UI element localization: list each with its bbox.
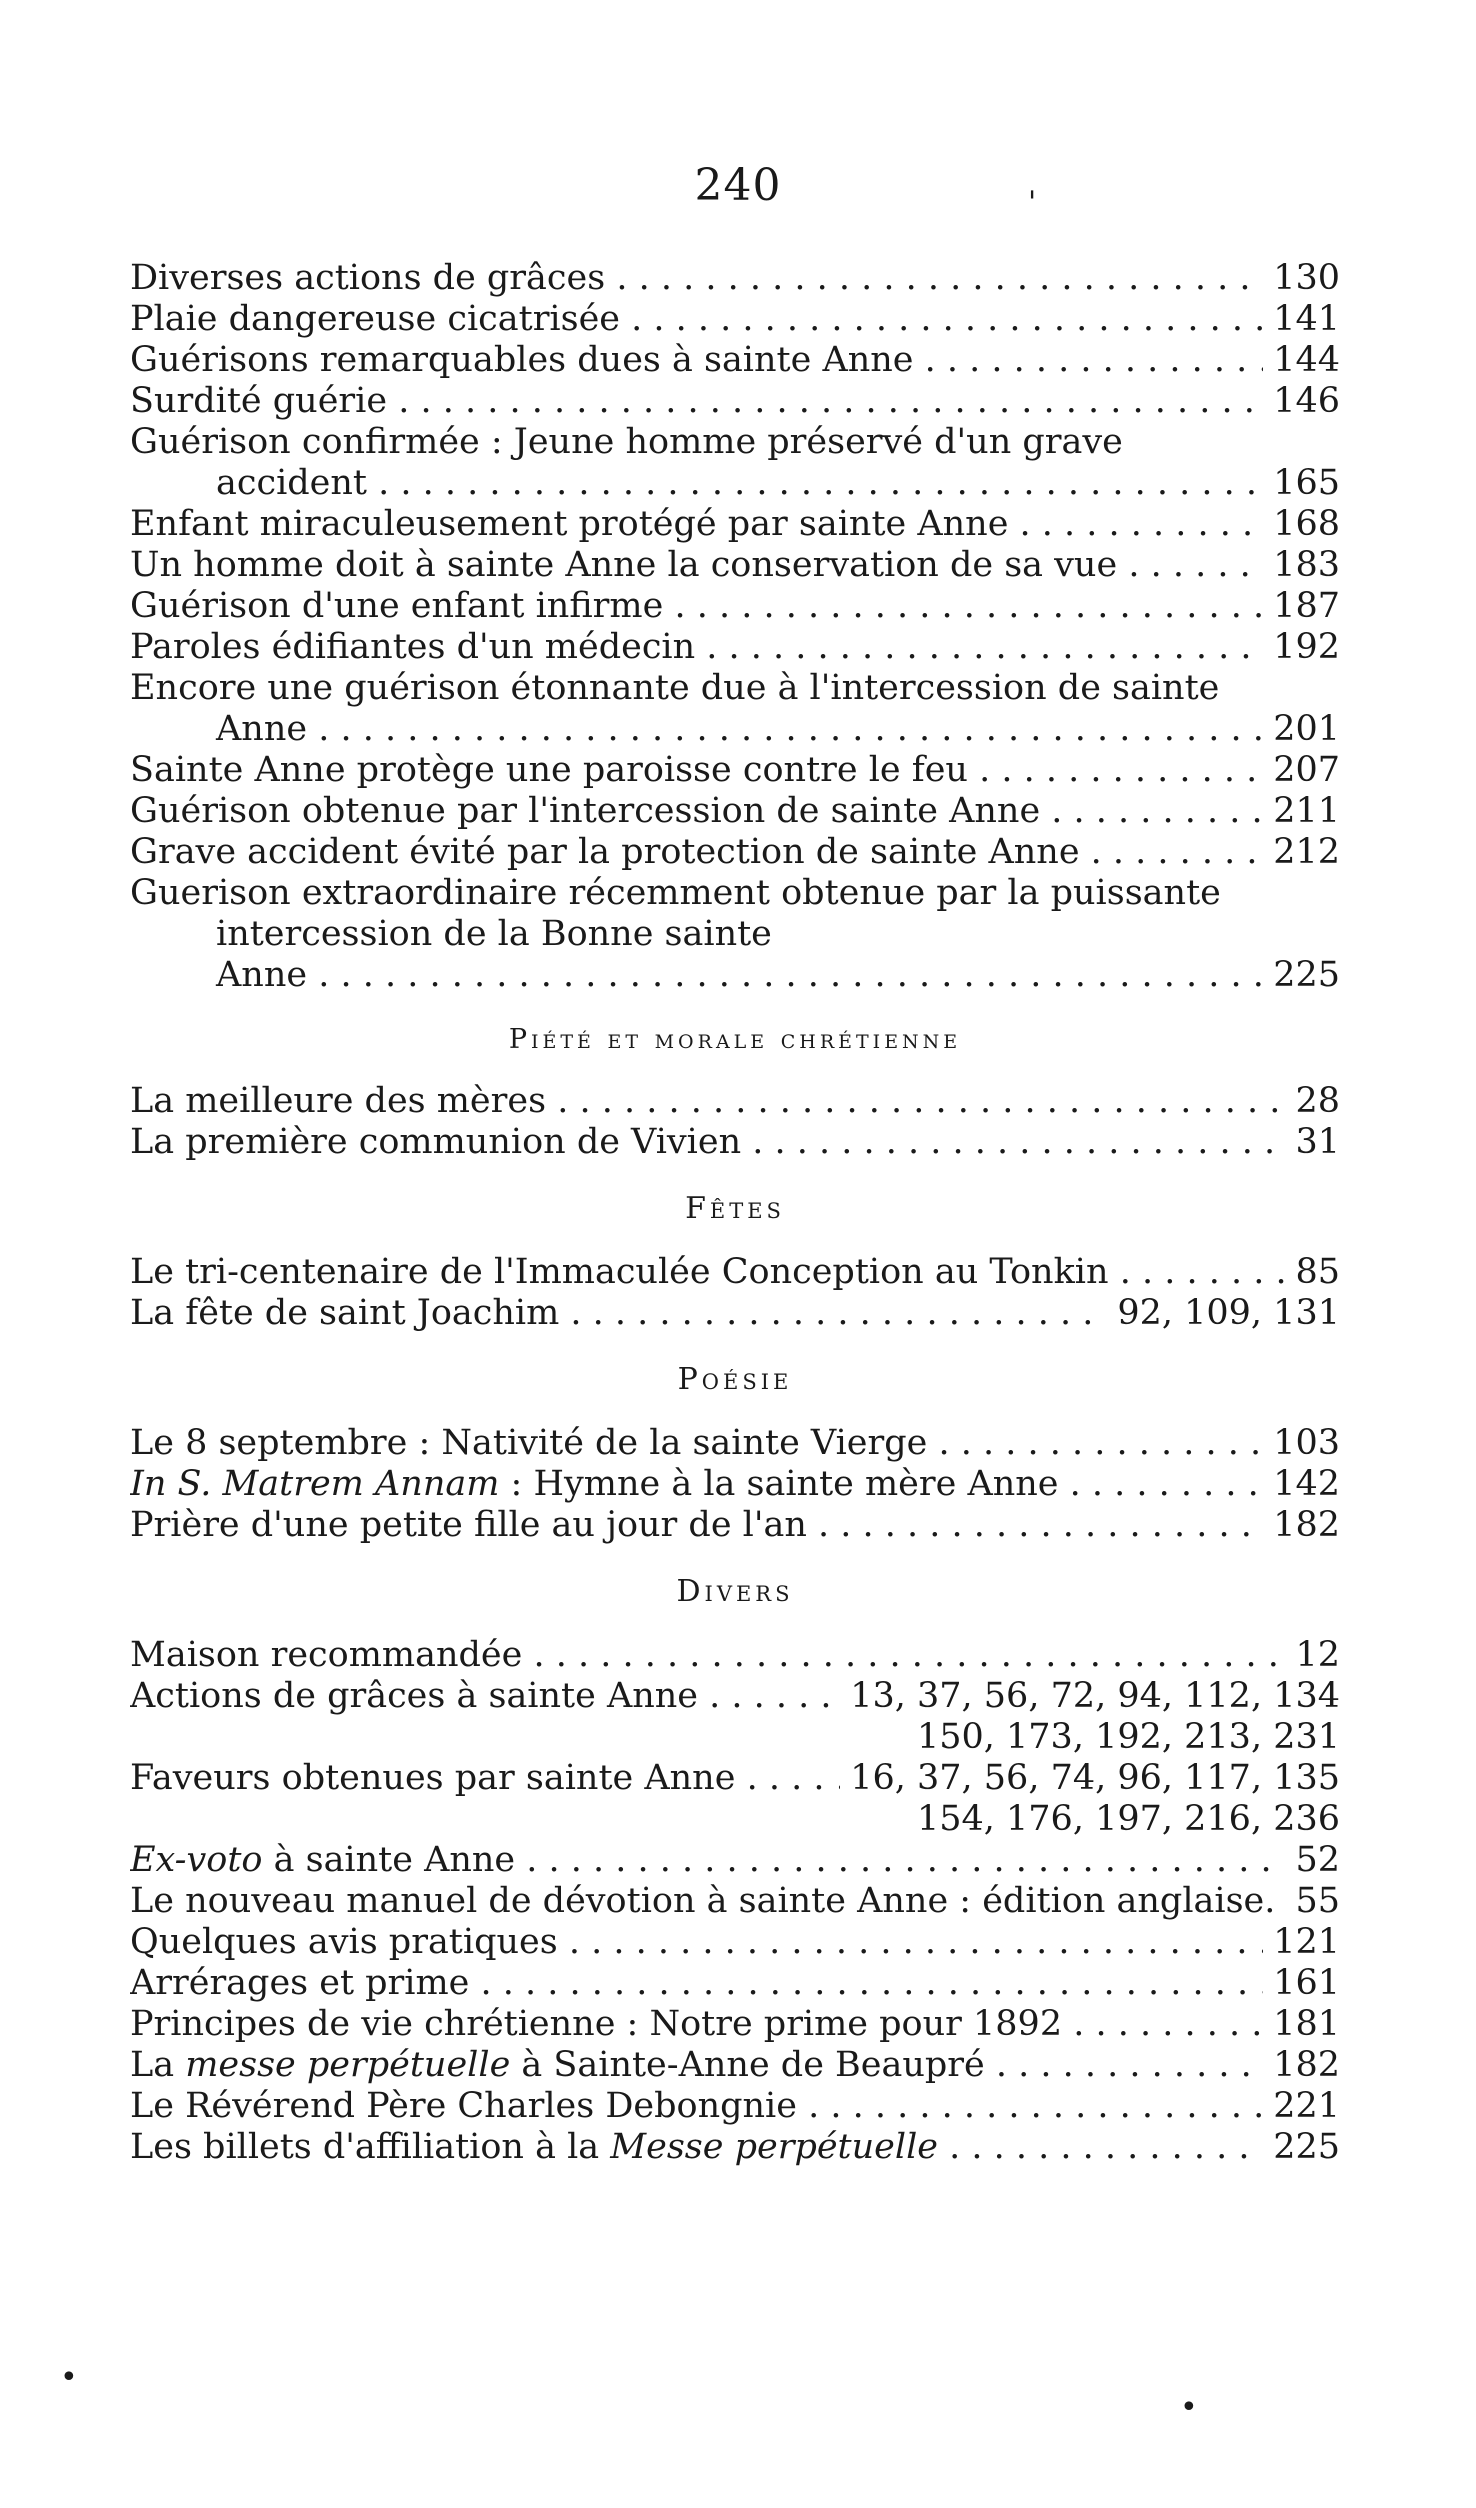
toc-entry — [130, 2045, 1340, 2086]
entry-title — [130, 2045, 1263, 2086]
entry-page: 146 — [1273, 381, 1340, 421]
entry-page: 161 — [1273, 1963, 1340, 2003]
section-heading: Piété et morale chrétienne — [508, 1024, 962, 1055]
entry-page: 187 — [1273, 586, 1340, 626]
entry-title: La meilleure des mères . . . — [130, 1081, 1285, 1122]
entry-page: 225 — [1273, 2127, 1340, 2167]
toc-entry — [130, 1758, 1340, 1799]
toc-entry — [130, 340, 1340, 381]
entry-title: Le 8 septembre : Nativité de la sainte Vierge . . . — [130, 1423, 1263, 1464]
entry-page-continuation: 154, 176, 197, 216, 236 — [916, 1799, 1340, 1839]
entry-page: 103 — [1273, 1423, 1340, 1463]
entry-title: Grave accident évité par la protection de sainte Anne . . . — [130, 832, 1263, 873]
entry-page: 183 — [1273, 545, 1340, 585]
toc-entry — [130, 1505, 1340, 1546]
entry-title: Prière d'une petite fille au jour de l'an . . . — [130, 1505, 1263, 1546]
toc-entry — [130, 791, 1340, 832]
toc-group-healings — [130, 258, 1340, 996]
entry-page: 182 — [1273, 1505, 1340, 1545]
toc-group-piety — [130, 1081, 1340, 1163]
toc-entry — [130, 586, 1340, 627]
entry-page: 182 — [1273, 2045, 1340, 2085]
entry-page: 168 — [1273, 504, 1340, 544]
toc-entry — [130, 832, 1340, 873]
entry-page: 12 — [1295, 1635, 1340, 1675]
entry-page: 225 — [1273, 955, 1340, 995]
toc-group-poetry — [130, 1423, 1340, 1546]
entry-title: Le Révérend Père Charles Debongnie . . . — [130, 2086, 1263, 2127]
toc-entry — [130, 1252, 1340, 1293]
toc-entry — [130, 545, 1340, 586]
toc-entry — [130, 668, 1340, 750]
toc-entry — [130, 1922, 1340, 1963]
entry-title: La première communion de Vivien . . . — [130, 1122, 1285, 1163]
toc-entry — [130, 258, 1340, 299]
table-of-contents — [130, 258, 1340, 2168]
entry-title: Diverses actions de grâces . . . — [130, 258, 1263, 299]
toc-entry — [130, 2086, 1340, 2127]
toc-entry — [130, 1122, 1340, 1163]
toc-entry — [130, 750, 1340, 791]
toc-entry — [130, 1423, 1340, 1464]
page-number: 240 — [694, 160, 782, 211]
entry-page: 121 — [1273, 1922, 1340, 1962]
entry-title: Guérison confirmée : Jeune homme préservé d'un grave accident . . . — [130, 422, 1263, 504]
entry-page-continuation: 150, 173, 192, 213, 231 — [916, 1717, 1340, 1757]
entry-title: Maison recommandée . . . — [130, 1635, 1285, 1676]
entry-page: 52 — [1295, 1840, 1340, 1880]
entry-page: 55 — [1295, 1881, 1340, 1921]
toc-entry — [130, 1676, 1340, 1717]
section-heading: Divers — [676, 1574, 794, 1609]
entry-page: 212 — [1273, 832, 1340, 872]
entry-title: Faveurs obtenues par sainte Anne . . . — [130, 1758, 840, 1799]
entry-page: 181 — [1273, 2004, 1340, 2044]
entry-page: 28 — [1295, 1081, 1340, 1121]
entry-title-italic: Messe perpétuelle — [610, 2127, 938, 2167]
entry-page: 92, 109, 131 — [1117, 1293, 1340, 1333]
toc-entry — [130, 1081, 1340, 1122]
entry-page: 221 — [1273, 2086, 1340, 2126]
entry-title: Arrérages et prime . . . — [130, 1963, 1263, 2004]
entry-title: Quelques avis pratiques . . . — [130, 1922, 1263, 1963]
toc-entry — [130, 504, 1340, 545]
entry-title — [130, 1464, 1263, 1505]
stray-mark: ' — [1028, 185, 1037, 220]
entry-page: 165 — [1273, 463, 1340, 503]
entry-page: 144 — [1273, 340, 1340, 380]
entry-title: Le tri-centenaire de l'Immaculée Conception au Tonkin . . . — [130, 1252, 1285, 1293]
toc-entry — [130, 2004, 1340, 2045]
entry-title: Le nouveau manuel de dévotion à sainte Anne : édition anglaise. — [130, 1881, 1276, 1921]
entry-title: Guerison extraordinaire récemment obtenue par la puissante intercession de la Bonne sainte Anne . . . — [130, 873, 1263, 996]
entry-title-start: Les billets d'affiliation à la — [130, 2127, 611, 2167]
entry-title: Paroles édifiantes d'un médecin . . . — [130, 627, 1263, 668]
entry-title: Plaie dangereuse cicatrisée . . . — [130, 299, 1263, 340]
entry-page: 85 — [1295, 1252, 1340, 1292]
entry-title — [130, 1840, 1285, 1881]
entry-title: Sainte Anne protège une paroisse contre le feu . . . — [130, 750, 1263, 791]
toc-entry — [130, 1963, 1340, 2004]
toc-group-misc — [130, 1635, 1340, 2168]
entry-title: Guérison d'une enfant infirme . . . — [130, 586, 1263, 627]
entry-title-rest: à sainte Anne — [262, 1840, 516, 1880]
entry-title — [130, 2127, 1263, 2168]
entry-page: 31 — [1295, 1122, 1340, 1162]
entry-title-italic: In S. Matrem Annam — [130, 1464, 500, 1504]
entry-title: Encore une guérison étonnante due à l'intercession de sainte Anne . . . — [130, 668, 1263, 750]
toc-entry — [130, 1881, 1340, 1922]
entry-page: 13, 37, 56, 72, 94, 112, 134 — [850, 1676, 1340, 1716]
toc-entry — [130, 1840, 1340, 1881]
toc-entry — [130, 422, 1340, 504]
entry-page: 201 — [1273, 709, 1340, 749]
toc-entry — [130, 1464, 1340, 1505]
entry-title-start: La — [130, 2045, 186, 2085]
toc-entry — [130, 2127, 1340, 2168]
stray-mark: • — [60, 2360, 78, 2395]
entry-title: Principes de vie chrétienne : Notre prime pour 1892 . . . — [130, 2004, 1263, 2045]
entry-title: Guérison obtenue par l'intercession de sainte Anne . . . — [130, 791, 1263, 832]
section-heading: Poésie — [677, 1362, 793, 1397]
entry-title: Surdité guérie . . . — [130, 381, 1263, 422]
entry-page: 141 — [1273, 299, 1340, 339]
toc-entry — [130, 627, 1340, 668]
entry-title: Un homme doit à sainte Anne la conservation de sa vue . . . — [130, 545, 1263, 586]
toc-entry — [130, 299, 1340, 340]
entry-title-italic: messe perpétuelle — [185, 2045, 511, 2085]
entry-title: La fête de saint Joachim . . . — [130, 1293, 1107, 1334]
entry-title: Guérisons remarquables dues à sainte Anne . . . — [130, 340, 1263, 381]
toc-group-feasts — [130, 1252, 1340, 1334]
entry-page: 16, 37, 56, 74, 96, 117, 135 — [850, 1758, 1340, 1798]
entry-page: 207 — [1273, 750, 1340, 790]
entry-title-end: à Sainte-Anne de Beaupré — [510, 2045, 985, 2085]
stray-mark: • — [1180, 2390, 1198, 2425]
toc-entry — [130, 381, 1340, 422]
entry-title: Actions de grâces à sainte Anne . . . — [130, 1676, 840, 1717]
toc-entry — [130, 1293, 1340, 1334]
entry-title: Enfant miraculeusement protégé par sainte Anne . . . — [130, 504, 1263, 545]
entry-page: 142 — [1273, 1464, 1340, 1504]
entry-page: 211 — [1273, 791, 1340, 831]
entry-title-italic: Ex-voto — [130, 1840, 263, 1880]
entry-page: 192 — [1273, 627, 1340, 667]
entry-title-rest: : Hymne à la sainte mère Anne — [499, 1464, 1059, 1504]
toc-entry — [130, 873, 1340, 996]
entry-page: 130 — [1273, 258, 1340, 298]
section-heading: Fêtes — [685, 1191, 785, 1226]
toc-entry — [130, 1635, 1340, 1676]
